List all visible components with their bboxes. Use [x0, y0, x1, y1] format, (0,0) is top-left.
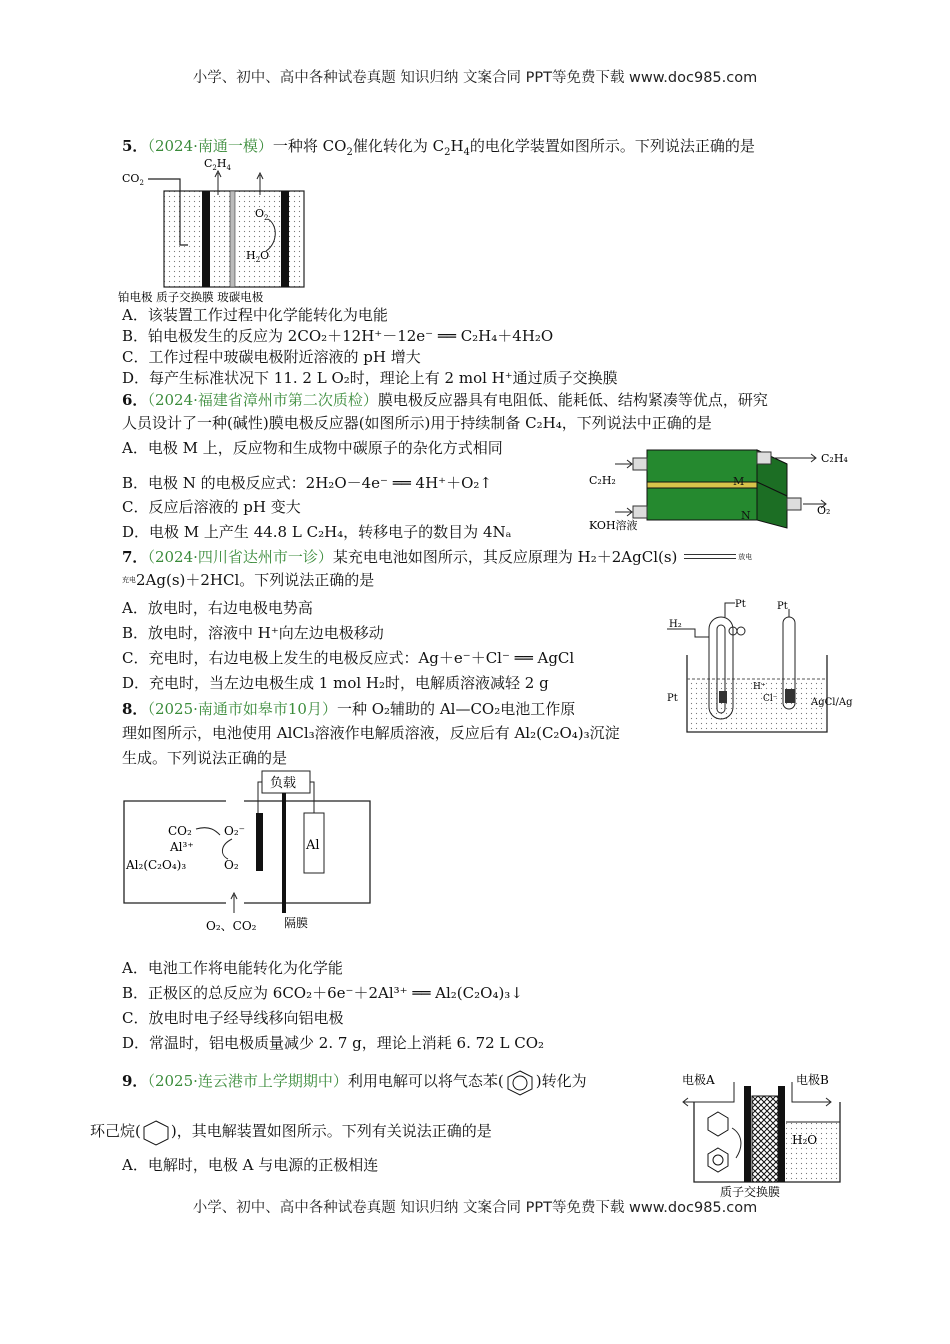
q6-fig-c2h4: C₂H₄: [821, 452, 848, 465]
q5-stem-b: 催化转化为 C: [352, 137, 445, 155]
q8-fig-o2: O₂: [224, 858, 239, 872]
q8-fig-co2: CO₂: [168, 824, 192, 838]
q6-stem1: 膜电极反应器具有电阻低、能耗低、结构紧凑等优点，研究: [377, 391, 768, 409]
q5-stem: 5．（2024·南通一模）一种将 $CO_2$催化转化为 $C_2H_4$的电化学装置如图所示。下列说法正确的是: [122, 137, 755, 158]
arrow-discharge: 放电: [738, 553, 753, 561]
q5-stem-a: 一种将 CO: [272, 137, 347, 155]
q7-option-c: C．充电时，右边电极上发生的电极反应式：Ag＋e⁻＋Cl⁻ ══ AgCl: [122, 649, 575, 667]
q7-option-d: D．充电时，当左边电极生成 1 mol H₂时，电解质溶液减轻 2 g: [122, 674, 549, 692]
q9-option-a: A．电解时，电极 A 与电源的正极相连: [122, 1156, 379, 1174]
q7-number: 7．: [122, 548, 148, 566]
q7-option-b: B．放电时，溶液中 H⁺向左边电极移动: [122, 624, 384, 642]
q7-option-a: A．放电时，右边电极电势高: [122, 599, 313, 617]
q6-fig-n: N: [741, 509, 751, 522]
q6-stem-2: 人员设计了一种(碱性)膜电极反应器(如图所示)用于持续制备 C₂H₄，下列说法中正确的是: [122, 414, 712, 432]
q8-number: 8．: [122, 700, 148, 718]
q8-fig-membrane: 隔膜: [284, 916, 309, 930]
q5-fig-labels: 铂电极 质子交换膜 玻碳电极: [118, 290, 264, 304]
q5-fig-c2h4: $C_2H_4$: [204, 157, 231, 172]
q5-option-a: A．该装置工作过程中化学能转化为电能: [122, 306, 388, 324]
q9-fig-electrode-a: 电极A: [682, 1073, 715, 1087]
q8-source: （2025·南通市如皋市10月）: [147, 700, 337, 718]
q5-option-c: C．工作过程中玻碳电极附近溶液的 pH 增大: [122, 348, 421, 366]
q5-source: （2024·南通一模）: [147, 137, 273, 155]
q8-figure: [120, 765, 380, 940]
q9-figure: [680, 1072, 860, 1202]
q6-fig-c2h2: C₂H₂: [589, 474, 616, 487]
q8-stem-2: 理如图所示，电池使用 AlCl₃溶液作电解质溶液，反应后有 Al₂(C₂O₄)₃沉淀: [122, 724, 620, 742]
q8-option-b: B．正极区的总反应为 6CO₂＋6e⁻＋2Al³⁺ ══ Al₂(C₂O₄)₃↓: [122, 984, 523, 1002]
q6-option-a: A．电极 M 上，反应物和生成物中碳原子的杂化方式相同: [122, 439, 503, 457]
q8-option-c: C．放电时电子经导线移向铝电极: [122, 1009, 344, 1027]
q6-stem-1: [122, 390, 768, 410]
q7-fig-cl: Cl⁻: [763, 694, 778, 704]
q7-stem-2: [122, 570, 374, 590]
q8-fig-al3: Al³⁺: [170, 840, 194, 854]
page-footer: 小学、初中、高中各种试卷真题 知识归纳 文案合同 PPT等免费下载 www.doc985.com: [192, 1200, 758, 1216]
q8-fig-alox: Al₂(C₂O₄)₃: [126, 858, 187, 872]
q9-source: （2025·连云港市上学期期中）: [147, 1072, 348, 1090]
q7-source: （2024·四川省达州市一诊）: [147, 548, 333, 566]
q9-stem-1: [122, 1068, 587, 1096]
q9-fig-membrane: 质子交换膜: [720, 1185, 781, 1199]
arrow-charge: 充电: [122, 576, 136, 584]
q9-number: 9．: [122, 1072, 148, 1090]
q8-stem-1: [122, 699, 575, 719]
equilibrium-arrow: [682, 551, 753, 565]
q6-fig-m: M: [733, 475, 745, 488]
q8-stem-3: 生成。下列说法正确的是: [122, 749, 288, 767]
q5-fig-h2o: $H_2O$: [246, 249, 270, 264]
q7-figure: [665, 597, 875, 747]
q7-fig-pt1: Pt: [735, 599, 746, 610]
q9-stem2-b: )，其电解装置如图所示。下列有关说法正确的是: [170, 1122, 492, 1140]
q9-fig-electrode-b: 电极B: [796, 1073, 829, 1087]
q7-fig-agcl: AgCl/Ag: [811, 697, 853, 708]
q8-option-a: A．电池工作将电能转化为化学能: [122, 959, 343, 977]
q8-fig-al: Al: [306, 838, 320, 853]
q6-fig-koh: KOH溶液: [589, 519, 638, 532]
page-header: 小学、初中、高中各种试卷真题 知识归纳 文案合同 PPT等免费下载 www.doc985.com: [192, 70, 758, 86]
q8-fig-load: 负载: [270, 776, 297, 791]
q8-fig-o2-minus: O₂⁻: [224, 824, 245, 838]
q7-fig-h2: H₂: [669, 619, 682, 630]
q5-fig-o2: $O_2$: [255, 207, 269, 222]
q6-source: （2024·福建省漳州市第二次质检）: [147, 391, 378, 409]
q5-figure: [118, 155, 328, 305]
q7-stem1: 某充电电池如图所示，其反应原理为 H₂＋2AgCl(s): [332, 548, 678, 566]
q8-stem1: 一种 O₂辅助的 Al—CO₂电池工作原: [336, 700, 576, 718]
q6-option-d: D．电极 M 上产生 44.8 L C₂H₄，转移电子的数目为 4Nₐ: [122, 523, 512, 541]
q7-fig-pt3: Pt: [667, 693, 678, 704]
q5-option-b: B．铂电极发生的反应为 2CO₂＋12H⁺－12e⁻ ══ C₂H₄＋4H₂O: [122, 327, 554, 345]
q8-option-d: D．常温时，铝电极质量减少 2. 7 g，理论上消耗 6. 72 L CO₂: [122, 1034, 545, 1052]
q9-stem-a: 利用电解可以将气态苯(: [347, 1072, 504, 1090]
q6-number: 6．: [122, 391, 148, 409]
q9-stem2-a: 环己烷(: [90, 1122, 141, 1140]
q6-figure: [585, 438, 865, 538]
q5-number: 5．: [122, 137, 148, 155]
q9-fig-h2o: H₂O: [792, 1133, 818, 1147]
q5-option-d: D．每产生标准状况下 11. 2 L O₂时，理论上有 2 mol H⁺通过质子交换膜: [122, 369, 618, 387]
q6-fig-o2: O₂: [817, 504, 831, 517]
cyclohexane-icon: [141, 1118, 171, 1146]
q8-fig-bottom-gas: O₂、CO₂: [206, 919, 257, 933]
benzene-icon: [504, 1068, 536, 1096]
q7-stem-1: [122, 547, 753, 567]
q5-stem-d: 的电化学装置如图所示。下列说法正确的是: [469, 137, 755, 155]
q5-stem-c: H: [450, 137, 464, 155]
q5-fig-co2: $CO_2$: [122, 172, 144, 187]
q9-stem-b: )转化为: [535, 1072, 587, 1090]
q9-stem-2: [90, 1118, 492, 1146]
q7-fig-pt2: Pt: [777, 601, 788, 612]
q7-fig-hplus: H⁺: [753, 682, 766, 692]
q6-option-c: C．反应后溶液的 pH 变大: [122, 498, 301, 516]
q7-stem2: 2Ag(s)＋2HCl。下列说法正确的是: [136, 571, 375, 589]
q6-option-b: B．电极 N 的电极反应式：2H₂O－4e⁻ ══ 4H⁺＋O₂↑: [122, 474, 492, 492]
